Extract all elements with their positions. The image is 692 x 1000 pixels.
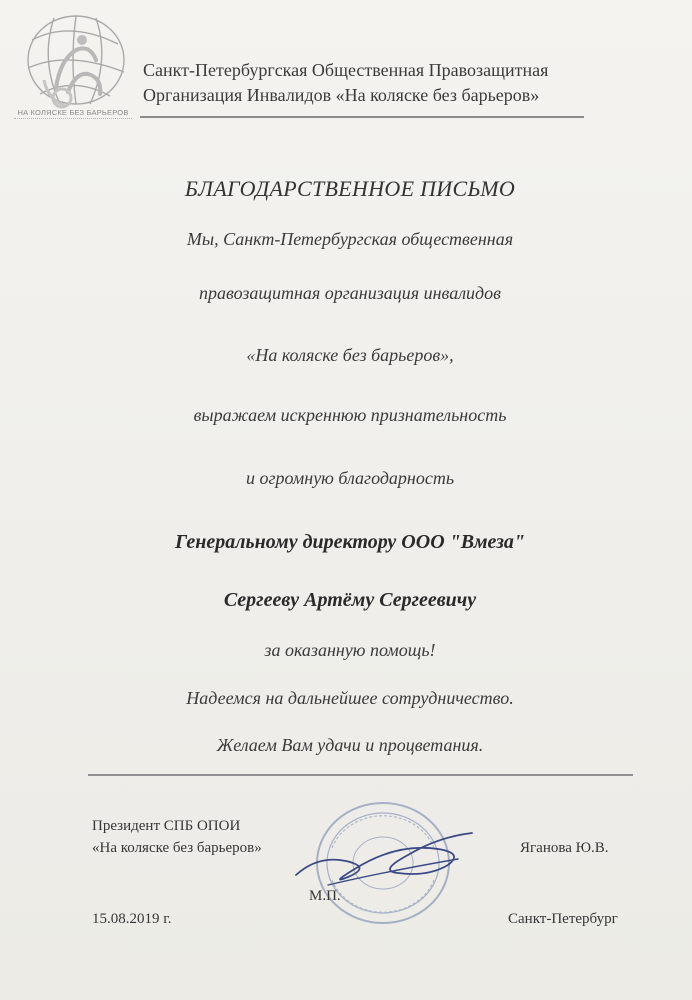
letter-city: Санкт-Петербург [508,911,618,927]
signer-title-line-2: «На коляске без барьеров» [92,840,262,856]
seal-mark: М.П. [309,888,341,904]
wheelchair-figure-logo-icon [10,10,130,122]
letter-line-3: «На коляске без барьеров», [246,345,454,365]
letter-line-5: и огромную благодарность [245,468,455,488]
letter-closing-2: Желаем Вам удачи и процветания. [216,735,484,755]
letter-line-2: правозащитная организация инвалидов [199,283,501,303]
signer-title-line-1: Президент СПБ ОПОИ [92,818,241,834]
logo-subcaption-divider [14,118,132,122]
letter-line-1: Мы, Санкт-Петербургская общественная [186,229,514,249]
header-divider [140,116,584,118]
letter-closing-1: Надеемся на дальнейшее сотрудничество. [186,688,514,708]
recipient-name: Сергееву Артёму Сергеевичу [223,589,477,611]
organization-name [143,58,613,108]
footer-divider [88,774,633,776]
letter-reason: за оказанную помощь! [264,640,436,660]
organization-name-line-2: Организация Инвалидов «На коляске без барьеров» [143,85,540,105]
handwritten-signature [288,815,478,895]
letter-line-4: выражаем искреннюю признательность [193,405,507,425]
signer-name: Яганова Ю.В. [520,840,609,856]
letter-title: БЛАГОДАРСТВЕННОЕ ПИСЬМО [184,176,516,201]
organization-name-line-1: Санкт-Петербургская Общественная Правозащитная [143,60,549,80]
letter-date: 15.08.2019 г. [92,911,172,927]
recipient-position: Генеральному директору ООО "Вмеза" [174,531,526,553]
logo-caption: НА КОЛЯСКЕ БЕЗ БАРЬЕРОВ [17,108,129,117]
